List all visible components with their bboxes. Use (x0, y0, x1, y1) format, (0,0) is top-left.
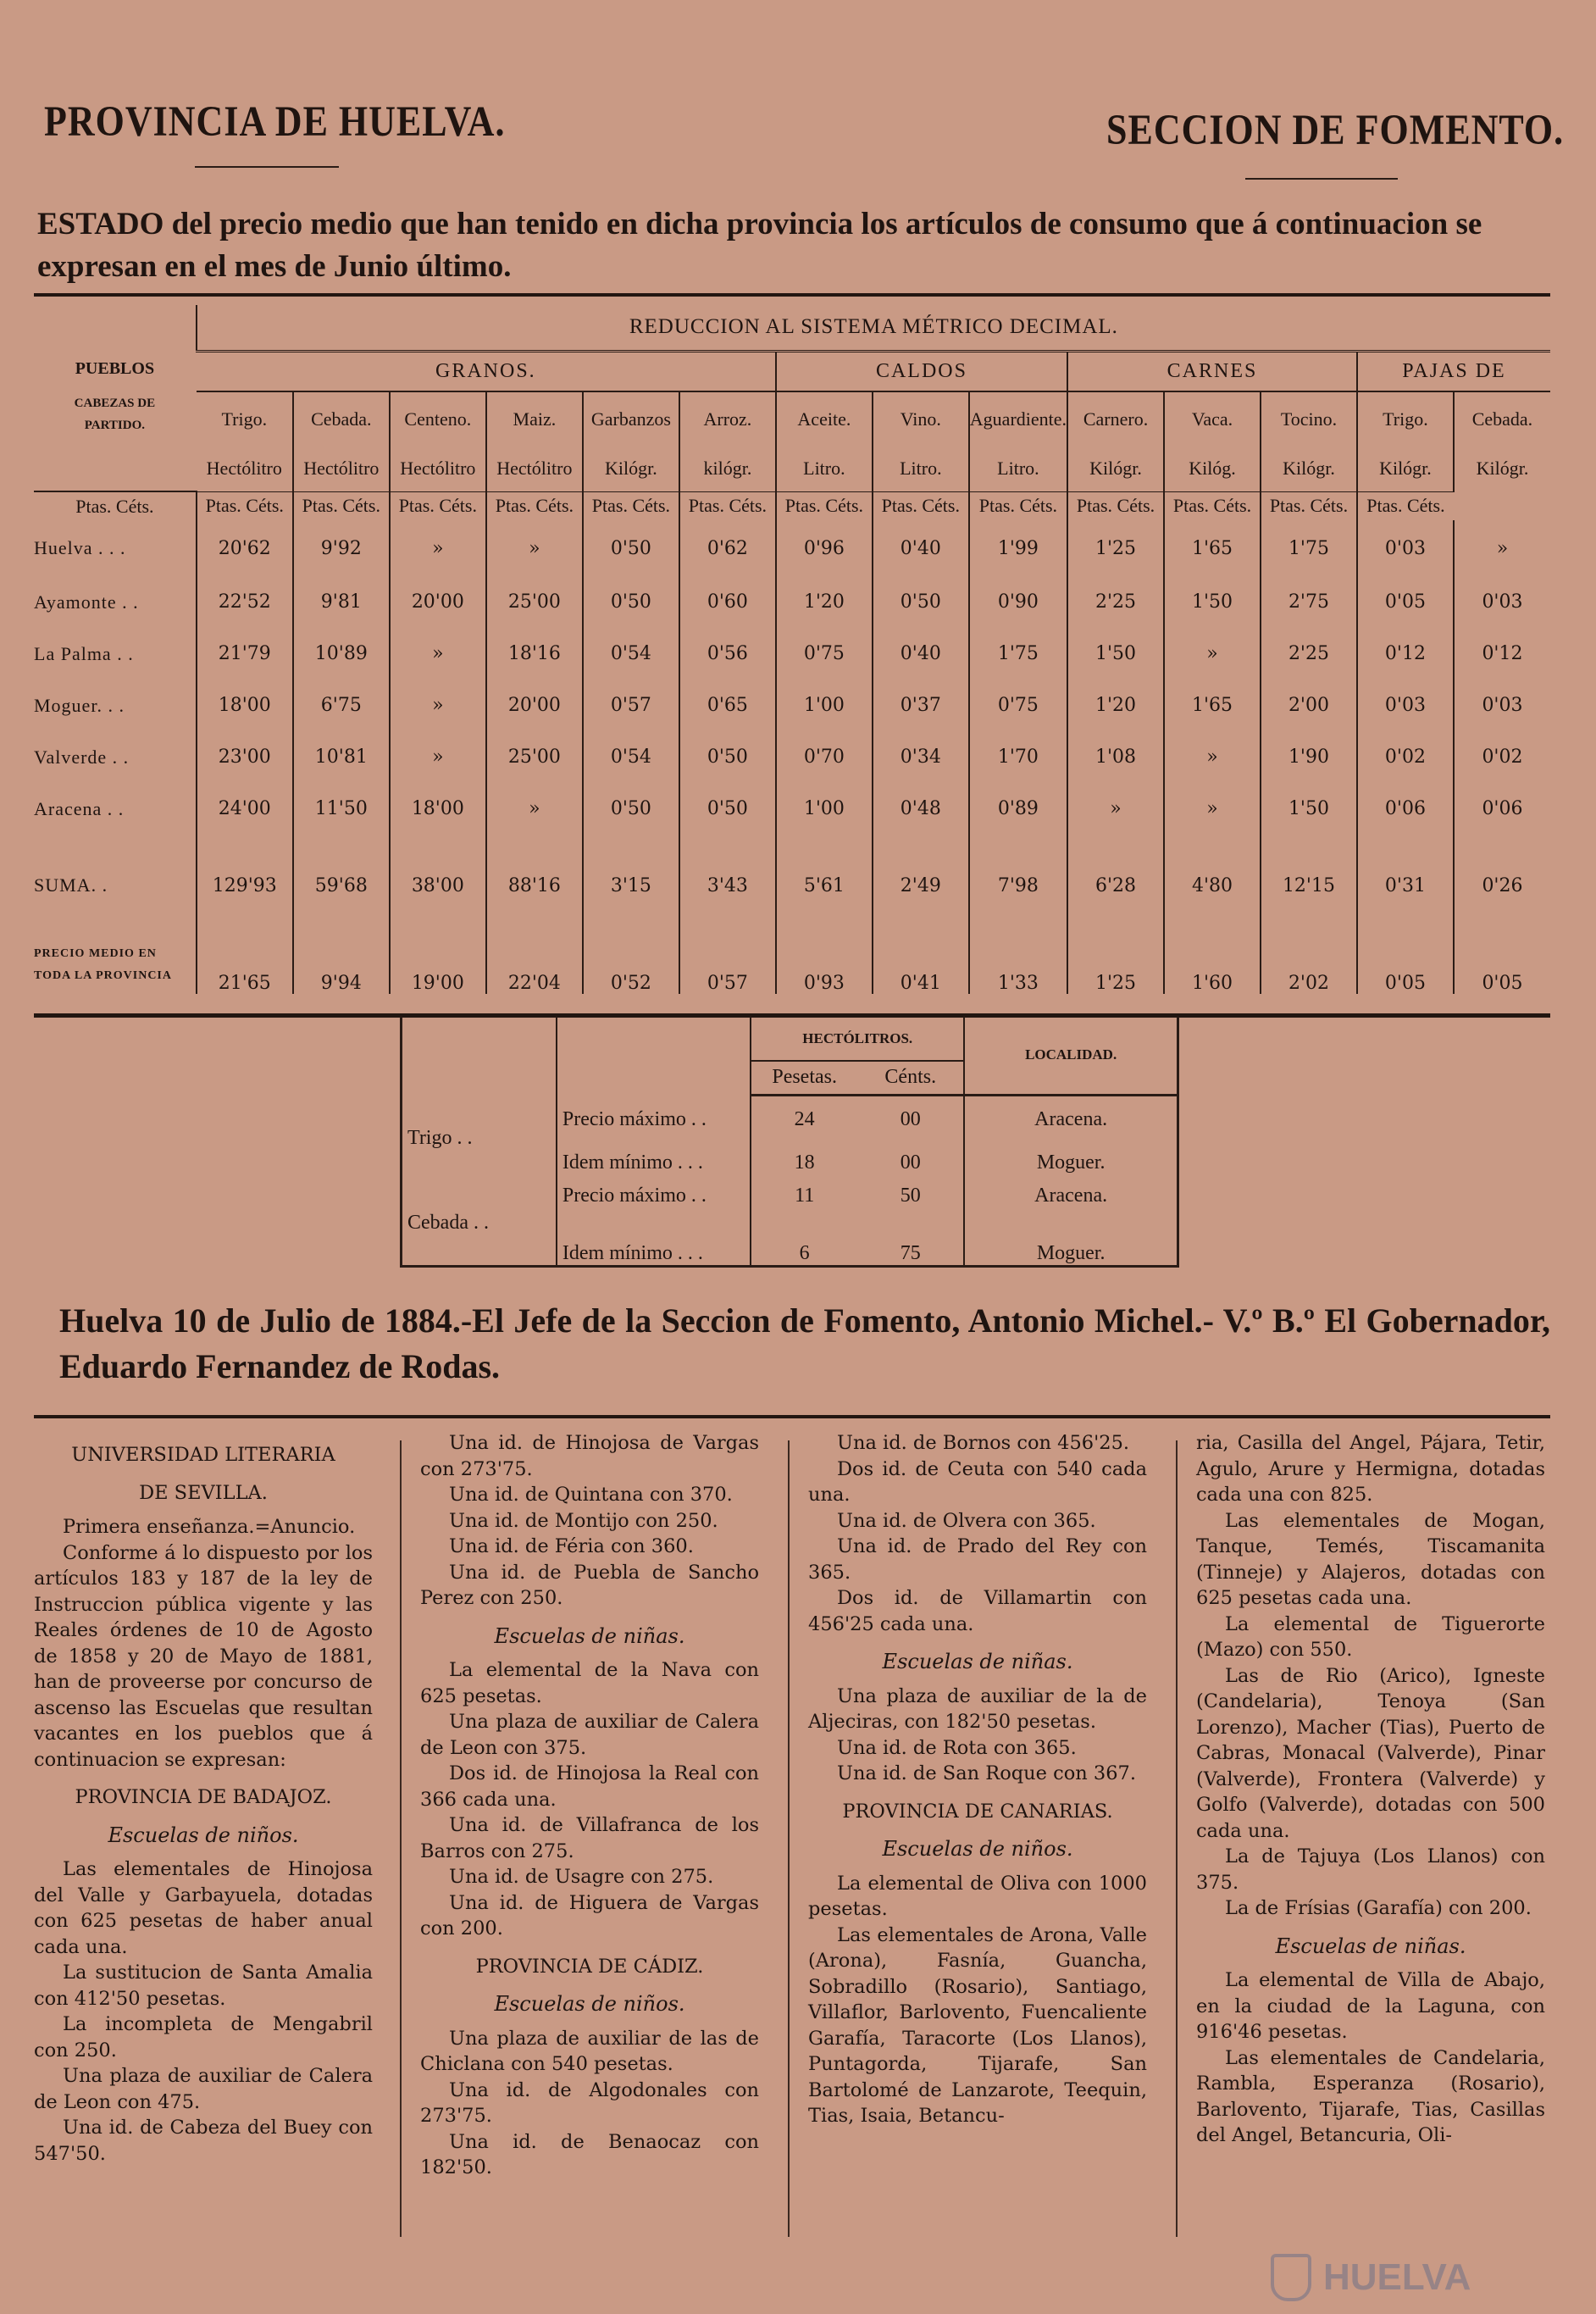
price-cell: 0'05 (1357, 576, 1454, 628)
table-row (34, 628, 1550, 680)
price-cell: 0'90 (969, 576, 1067, 628)
price-cell: 24'00 (197, 783, 293, 835)
paragraph: Una id. de Prado del Rey con 365. (808, 1535, 1147, 1584)
price-cell: 0'05 (1454, 936, 1550, 994)
table-row (34, 680, 1550, 731)
price-cell: 6'28 (1067, 835, 1164, 936)
price-cell: 10'81 (293, 731, 390, 783)
cabezas-label: CABEZAS DE PARTIDO. (74, 397, 156, 432)
column-unit: Kilógr. (1357, 446, 1454, 491)
row-label: Huelva . . . (34, 537, 126, 558)
column-header: Maiz. (486, 391, 583, 446)
price-cell: 23'00 (197, 731, 293, 783)
province-title: PROVINCIA DE HUELVA. (44, 97, 506, 146)
price-cell: 2'25 (1067, 576, 1164, 628)
price-cell: 0'02 (1357, 731, 1454, 783)
price-cell: 20'62 (197, 520, 293, 576)
price-cell: » (1164, 783, 1261, 835)
paragraph: Las elementales de Arona, Valle (Arona), Fasnía, Guancha, Sobradillo (Rosario), Santiago, Villaflor, Barlovento, Fuencaliente Garafía, Taracorte (Los Llanos), Puntagorda, Tijarafe, San Bartolomé de Lanzarote, Teequin, Tias, Isaia, Betancu- (808, 1923, 1147, 2127)
price-cell: 0'54 (583, 628, 679, 680)
price-cell: » (1164, 731, 1261, 783)
price-cell: » (390, 731, 486, 783)
price-cell: » (486, 783, 583, 835)
price-cell: 0'93 (776, 936, 873, 994)
paragraph: Una id. de Benaocaz con 182'50. (420, 2130, 759, 2178)
table-row (34, 520, 1550, 576)
price-cell: 0'48 (873, 783, 969, 835)
price-cell: 3'15 (583, 835, 679, 936)
pts-cets-label: Ptas. Céts. (197, 491, 293, 520)
pts-cets-label: Ptas. Céts. (293, 491, 390, 520)
group-caldos: CALDOS (776, 351, 1067, 391)
price-cell: 21'79 (197, 628, 293, 680)
column-unit: Kilógr. (1067, 446, 1164, 491)
heading: PROVINCIA DE BADAJOZ. (75, 1786, 332, 1808)
heading: PROVINCIA DE CÁDIZ. (475, 1955, 704, 1978)
table-row (34, 936, 1550, 994)
heading: PROVINCIA DE CANARIAS. (842, 1800, 1113, 1823)
price-cell: 1'00 (776, 783, 873, 835)
price-cell: 0'40 (873, 520, 969, 576)
price-table (34, 305, 1550, 994)
price-cell: 0'89 (969, 783, 1067, 835)
paragraph: La elemental de Oliva con 1000 pesetas. (808, 1872, 1147, 1920)
row-label-line: PRECIO MEDIO EN (34, 947, 157, 960)
price-cell: 1'25 (1067, 520, 1164, 576)
ornament-right (1245, 178, 1398, 180)
price-cell: 0'50 (583, 576, 679, 628)
paragraph: Una plaza de auxiliar de Calera de Leon con 475. (34, 2065, 373, 2113)
price-cell: 0'62 (679, 520, 776, 576)
summary-table (400, 1017, 1179, 1268)
price-cell: 18'00 (197, 680, 293, 731)
price-cell: 88'16 (486, 835, 583, 936)
price-cell: 0'34 (873, 731, 969, 783)
price-cell: 0'12 (1357, 628, 1454, 680)
price-cell: 0'57 (583, 680, 679, 731)
price-cell: 0'50 (583, 520, 679, 576)
subheading: Escuelas de niños. (108, 1823, 299, 1847)
paragraph: Una id. de Cabeza del Buey con 547'50. (34, 2117, 373, 2165)
localidad-header: LOCALIDAD. (964, 1017, 1178, 1095)
rule-columns (34, 1415, 1550, 1418)
pts-cets-label: Ptas. Céts. (1067, 491, 1164, 520)
top-heading: REDUCCION AL SISTEMA MÉTRICO DECIMAL. (197, 305, 1550, 351)
price-cell: 12'15 (1261, 835, 1357, 936)
column-header: Vaca. (1164, 391, 1261, 446)
price-cell: 0'57 (679, 936, 776, 994)
paragraph: Primera enseñanza.=Anuncio. (63, 1516, 356, 1538)
price-cell: 0'75 (776, 628, 873, 680)
column-header: Cebada. (1454, 391, 1550, 446)
summary-cents: 00 (900, 1108, 921, 1131)
price-cell: 1'25 (1067, 936, 1164, 994)
subheading: Escuelas de niñas. (494, 1623, 685, 1648)
price-cell: 0'05 (1357, 936, 1454, 994)
column-unit: Hectólitro (293, 446, 390, 491)
pesetas-header: Pesetas. (751, 1061, 857, 1095)
price-cell: » (390, 520, 486, 576)
group-carnes: CARNES (1067, 351, 1357, 391)
estado-lead: ESTADO (37, 207, 164, 241)
price-cell: 0'52 (583, 936, 679, 994)
price-cell: 0'41 (873, 936, 969, 994)
paragraph: Una id. de Olvera con 365. (837, 1509, 1096, 1532)
price-cell: 21'65 (197, 936, 293, 994)
hect-header: HECTÓLITROS. (751, 1017, 964, 1061)
price-cell: » (390, 680, 486, 731)
price-cell: 18'00 (390, 783, 486, 835)
ornament-left (195, 166, 339, 168)
table-row (34, 731, 1550, 783)
paragraph: Una id. de Féria con 360. (449, 1535, 694, 1557)
paragraph: Una plaza de auxiliar de las de Chiclana con 540 pesetas. (420, 2027, 759, 2075)
price-cell: 5'61 (776, 835, 873, 936)
price-cell: 25'00 (486, 731, 583, 783)
price-cell: 20'00 (390, 576, 486, 628)
price-cell: 2'00 (1261, 680, 1357, 731)
price-cell: 0'03 (1357, 680, 1454, 731)
price-cell: 2'02 (1261, 936, 1357, 994)
price-cell: 1'75 (1261, 520, 1357, 576)
price-cell: 129'93 (197, 835, 293, 936)
watermark-logo (1271, 2254, 1550, 2301)
price-cell: 1'70 (969, 731, 1067, 783)
paragraph: Una id. de Villafranca de los Barros con 275. (420, 1814, 759, 1862)
column-unit: Kilógr. (1261, 446, 1357, 491)
paragraph: Una id. de Algodonales con 273'75. (420, 2078, 759, 2127)
paragraph: Una id. de San Roque con 367. (837, 1762, 1137, 1784)
price-cell: » (1067, 783, 1164, 835)
summary-label: Idem mínimo . . . (557, 1210, 751, 1266)
price-cell: 0'06 (1357, 783, 1454, 835)
column-header: Carnero. (1067, 391, 1164, 446)
column-header: Vino. (873, 391, 969, 446)
paragraph: Las de Rio (Arico), Igneste (Candelaria), Tenoya (San Lorenzo), Macher (Tias), Puerto de Cabras, Monacal (Valverde), Pinar (Valverde), Frontera (Valverde) y Golfo (Valverde), dotadas con 500 cada una. (1196, 1664, 1545, 1842)
price-cell: 1'50 (1067, 628, 1164, 680)
row-label (34, 936, 197, 994)
price-cell: 2'25 (1261, 628, 1357, 680)
price-cell: 9'94 (293, 936, 390, 994)
summary-cents: 50 (900, 1184, 921, 1207)
price-cell: 11'50 (293, 783, 390, 835)
subheading: Escuelas de niños. (882, 1837, 1073, 1861)
pts-cets-label: Ptas. Céts. (969, 491, 1067, 520)
pts-cets-label: Ptas. Céts. (1164, 491, 1261, 520)
price-cell: 1'65 (1164, 680, 1261, 731)
column-unit: Hectólitro (390, 446, 486, 491)
pts-cets-label: Ptas. Céts. (583, 491, 679, 520)
price-cell: 1'20 (1067, 680, 1164, 731)
price-cell: 0'50 (583, 783, 679, 835)
price-cell: 20'00 (486, 680, 583, 731)
price-cell: 18'16 (486, 628, 583, 680)
section-title: SECCION DE FOMENTO. (1106, 106, 1565, 154)
column-unit: Litro. (873, 446, 969, 491)
price-cell: 0'12 (1454, 628, 1550, 680)
paragraph: ria, Casilla del Angel, Pájara, Tetir, Agulo, Arure y Hermigna, dotadas cada una con 825. (1196, 1432, 1545, 1506)
price-cell: 10'89 (293, 628, 390, 680)
price-cell: 1'20 (776, 576, 873, 628)
group-pajas: PAJAS DE (1357, 351, 1550, 391)
price-cell: 0'03 (1454, 576, 1550, 628)
row-label: La Palma . . (34, 642, 134, 664)
paragraph: Las elementales de Mogan, Tanque, Temés, Tiscamanita (Tinneje) y Alajeros, dotadas con 625 pesetas cada una. (1196, 1509, 1545, 1609)
price-cell: 1'08 (1067, 731, 1164, 783)
column-header: Tocino. (1261, 391, 1357, 446)
price-cell: 0'50 (679, 783, 776, 835)
table-row (34, 576, 1550, 628)
price-cell: 0'02 (1454, 731, 1550, 783)
table-row (34, 835, 1550, 936)
price-cell: 22'52 (197, 576, 293, 628)
column-header: Trigo. (221, 408, 268, 430)
paragraph: Una id. de Quintana con 370. (449, 1484, 733, 1506)
pueblos-label: PUEBLOS (75, 359, 155, 378)
price-cell: 7'98 (969, 835, 1067, 936)
summary-localidad: Moguer. (964, 1144, 1178, 1181)
price-cell: 19'00 (390, 936, 486, 994)
price-cell: 0'65 (679, 680, 776, 731)
paragraph: Las elementales de Candelaria, Rambla, Esperanza (Rosario), Barlovento, Tijarafe, Tias, Casillas del Angel, Betancuria, Oli- (1196, 2046, 1545, 2146)
table-row (34, 783, 1550, 835)
price-cell: 0'50 (679, 731, 776, 783)
price-cell: 0'60 (679, 576, 776, 628)
paragraph: La elemental de la Nava con 625 pesetas. (420, 1659, 759, 1707)
shield-icon (1271, 2254, 1311, 2301)
row-label: Aracena . . (34, 797, 125, 819)
price-cell: 38'00 (390, 835, 486, 936)
column-2 (420, 1430, 759, 2181)
paragraph: La incompleta de Mengabril con 250. (34, 2013, 373, 2062)
paragraph: Dos id. de Hinojosa la Real con 366 cada una. (420, 1762, 759, 1811)
price-cell: 0'50 (873, 576, 969, 628)
price-cell: » (390, 628, 486, 680)
price-cell: 9'92 (293, 520, 390, 576)
row-label: SUMA. . (34, 874, 108, 896)
price-cell: 0'75 (969, 680, 1067, 731)
column-header: Aceite. (776, 391, 873, 446)
heading: DE SEVILLA. (139, 1481, 268, 1504)
summary-cents: 75 (900, 1241, 921, 1264)
summary-label: Precio máximo . . (557, 1181, 751, 1210)
price-cell: 0'37 (873, 680, 969, 731)
column-unit: Hectólitro (486, 446, 583, 491)
price-cell: 0'06 (1454, 783, 1550, 835)
price-cell: 0'03 (1454, 680, 1550, 731)
signature-line: Huelva 10 de Julio de 1884.-El Jefe de la Seccion de Fomento, Antonio Michel.- V.º B.º El Gobernador, Eduardo Fernandez de Rodas. (59, 1301, 1550, 1385)
column-3 (808, 1430, 1147, 2129)
price-cell: » (1164, 628, 1261, 680)
summary-localidad: Aracena. (964, 1095, 1178, 1144)
summary-pesetas: 18 (751, 1144, 857, 1181)
price-cell: 1'60 (1164, 936, 1261, 994)
paragraph: La de Tajuya (Los Llanos) con 375. (1196, 1845, 1545, 1894)
summary-cents: 00 (900, 1151, 921, 1174)
pts-cets-label: Ptas. Céts. (679, 491, 776, 520)
group-granos: GRANOS. (197, 351, 776, 391)
pts-cets-label: Ptas. Céts. (873, 491, 969, 520)
summary-label: Idem mínimo . . . (557, 1144, 751, 1181)
subheading: Escuelas de niños. (494, 1992, 685, 2016)
price-cell: 2'75 (1261, 576, 1357, 628)
price-cell: 0'54 (583, 731, 679, 783)
price-cell: 9'81 (293, 576, 390, 628)
paragraph: Una id. de Rota con 365. (837, 1736, 1077, 1759)
column-header: Arroz. (679, 391, 776, 446)
pts-cets-label: Ptas. Céts. (390, 491, 486, 520)
price-cell: 4'80 (1164, 835, 1261, 936)
paragraph: Una id. de Usagre con 275. (449, 1866, 714, 1888)
paragraph: La de Frísias (Garafía) con 200. (1225, 1897, 1532, 1919)
heading: UNIVERSIDAD LITERARIA (71, 1444, 335, 1466)
price-cell: 1'75 (969, 628, 1067, 680)
price-cell: 0'96 (776, 520, 873, 576)
price-cell: 1'65 (1164, 520, 1261, 576)
paragraph: Una id. de Higuera de Vargas con 200. (420, 1891, 759, 1939)
paragraph: Las elementales de Hinojosa del Valle y Garbayuela, dotadas con 625 pesetas de haber anual cada una. (34, 1858, 373, 1958)
summary-pesetas: 11 (751, 1181, 857, 1210)
row-label-line: TODA LA PROVINCIA (34, 969, 172, 982)
price-cell: 6'75 (293, 680, 390, 731)
paragraph: Dos id. de Villamartin con 456'25 cada una. (808, 1587, 1147, 1635)
paragraph: La elemental de Villa de Abajo, en la ciudad de la Laguna, con 916'46 pesetas. (1196, 1969, 1545, 2043)
paragraph: Una plaza de auxiliar de la de Aljeciras, con 182'50 pesetas. (808, 1684, 1147, 1733)
estado-text: del precio medio que han tenido en dicha provincia los artículos de consumo que á continuacion se expresan en el mes de Junio último. (37, 207, 1482, 284)
cents-header: Cénts. (857, 1061, 964, 1095)
price-cell: 2'49 (873, 835, 969, 936)
paragraph: Una plaza de auxiliar de Calera de Leon con 375. (420, 1711, 759, 1759)
paragraph: Una id. de Bornos con 456'25. (837, 1432, 1130, 1454)
column-unit: kilógr. (679, 446, 776, 491)
paragraph: Una id. de Hinojosa de Vargas con 273'75. (420, 1432, 759, 1480)
price-cell: » (1454, 520, 1550, 576)
price-cell: » (486, 520, 583, 576)
pts-cets-label: Ptas. Céts. (1357, 491, 1454, 520)
price-cell: 1'33 (969, 936, 1067, 994)
column-header: Centeno. (390, 391, 486, 446)
summary-localidad: Moguer. (964, 1210, 1178, 1266)
paragraph: Una id. de Puebla de Sancho Perez con 250. (420, 1561, 759, 1609)
paragraph: La elemental de Tiguerorte (Mazo) con 550. (1196, 1612, 1545, 1661)
price-cell: 59'68 (293, 835, 390, 936)
column-divider (788, 1440, 790, 2237)
trigo-label: Trigo . . (402, 1095, 557, 1181)
watermark-text: HUELVA (1323, 2256, 1471, 2298)
column-unit: Litro. (776, 446, 873, 491)
column-unit: Kilógr. (583, 446, 679, 491)
pts-cets-label: Ptas. Céts. (486, 491, 583, 520)
row-label: Moguer. . . (34, 694, 125, 716)
paragraph: Dos id. de Ceuta con 540 cada una. (808, 1457, 1147, 1506)
column-header: Garbanzos (583, 391, 679, 446)
price-cell: 0'40 (873, 628, 969, 680)
column-header: Trigo. (1357, 391, 1454, 446)
row-label: Ayamonte . . (34, 591, 139, 613)
rule-top (34, 293, 1550, 297)
pts-cets-label: Ptas. Céts. (34, 491, 197, 520)
column-divider (1176, 1440, 1178, 2237)
column-divider (400, 1440, 402, 2237)
price-cell: 1'90 (1261, 731, 1357, 783)
cebada-label: Cebada . . (402, 1181, 557, 1266)
pts-cets-label: Ptas. Céts. (776, 491, 873, 520)
price-cell: 1'50 (1261, 783, 1357, 835)
price-cell: 0'31 (1357, 835, 1454, 936)
column-unit: Kilóg. (1164, 446, 1261, 491)
column-unit: Kilógr. (1454, 446, 1550, 491)
price-cell: 1'50 (1164, 576, 1261, 628)
column-1 (34, 1430, 373, 2167)
price-cell: 1'99 (969, 520, 1067, 576)
subheading: Escuelas de niñas. (1275, 1934, 1466, 1958)
column-header: Cebada. (293, 391, 390, 446)
price-cell: 3'43 (679, 835, 776, 936)
price-cell: 25'00 (486, 576, 583, 628)
paragraph: Conforme á lo dispuesto por los artículos 183 y 187 de la ley de Instruccion pública vigente y las Reales órdenes de 10 de Agosto de 1858 y 20 de Mayo de 1881, han de proveerse por concurso de ascenso las Escuelas que resultan vacantes en los pueblos que á continuacion se expresan: (34, 1541, 373, 1771)
column-unit: Hectólitro (206, 457, 282, 479)
summary-pesetas: 6 (751, 1210, 857, 1266)
summary-label: Precio máximo . . (557, 1095, 751, 1144)
price-cell: 22'04 (486, 936, 583, 994)
price-cell: 1'00 (776, 680, 873, 731)
pts-cets-label: Ptas. Céts. (1261, 491, 1357, 520)
column-header: Aguardiente. (969, 391, 1067, 446)
price-cell: 0'56 (679, 628, 776, 680)
price-cell: 0'03 (1357, 520, 1454, 576)
row-label: Valverde . . (34, 746, 130, 768)
summary-pesetas: 24 (751, 1095, 857, 1144)
price-cell: 0'70 (776, 731, 873, 783)
column-4 (1196, 1430, 1545, 2149)
column-unit: Litro. (969, 446, 1067, 491)
summary-localidad: Aracena. (964, 1181, 1178, 1210)
estado-heading (37, 203, 1554, 288)
price-cell: 0'26 (1454, 835, 1550, 936)
paragraph: Una id. de Montijo con 250. (449, 1509, 718, 1532)
paragraph: La sustitucion de Santa Amalia con 412'50 pesetas. (34, 1962, 373, 2010)
subheading: Escuelas de niñas. (882, 1650, 1073, 1673)
